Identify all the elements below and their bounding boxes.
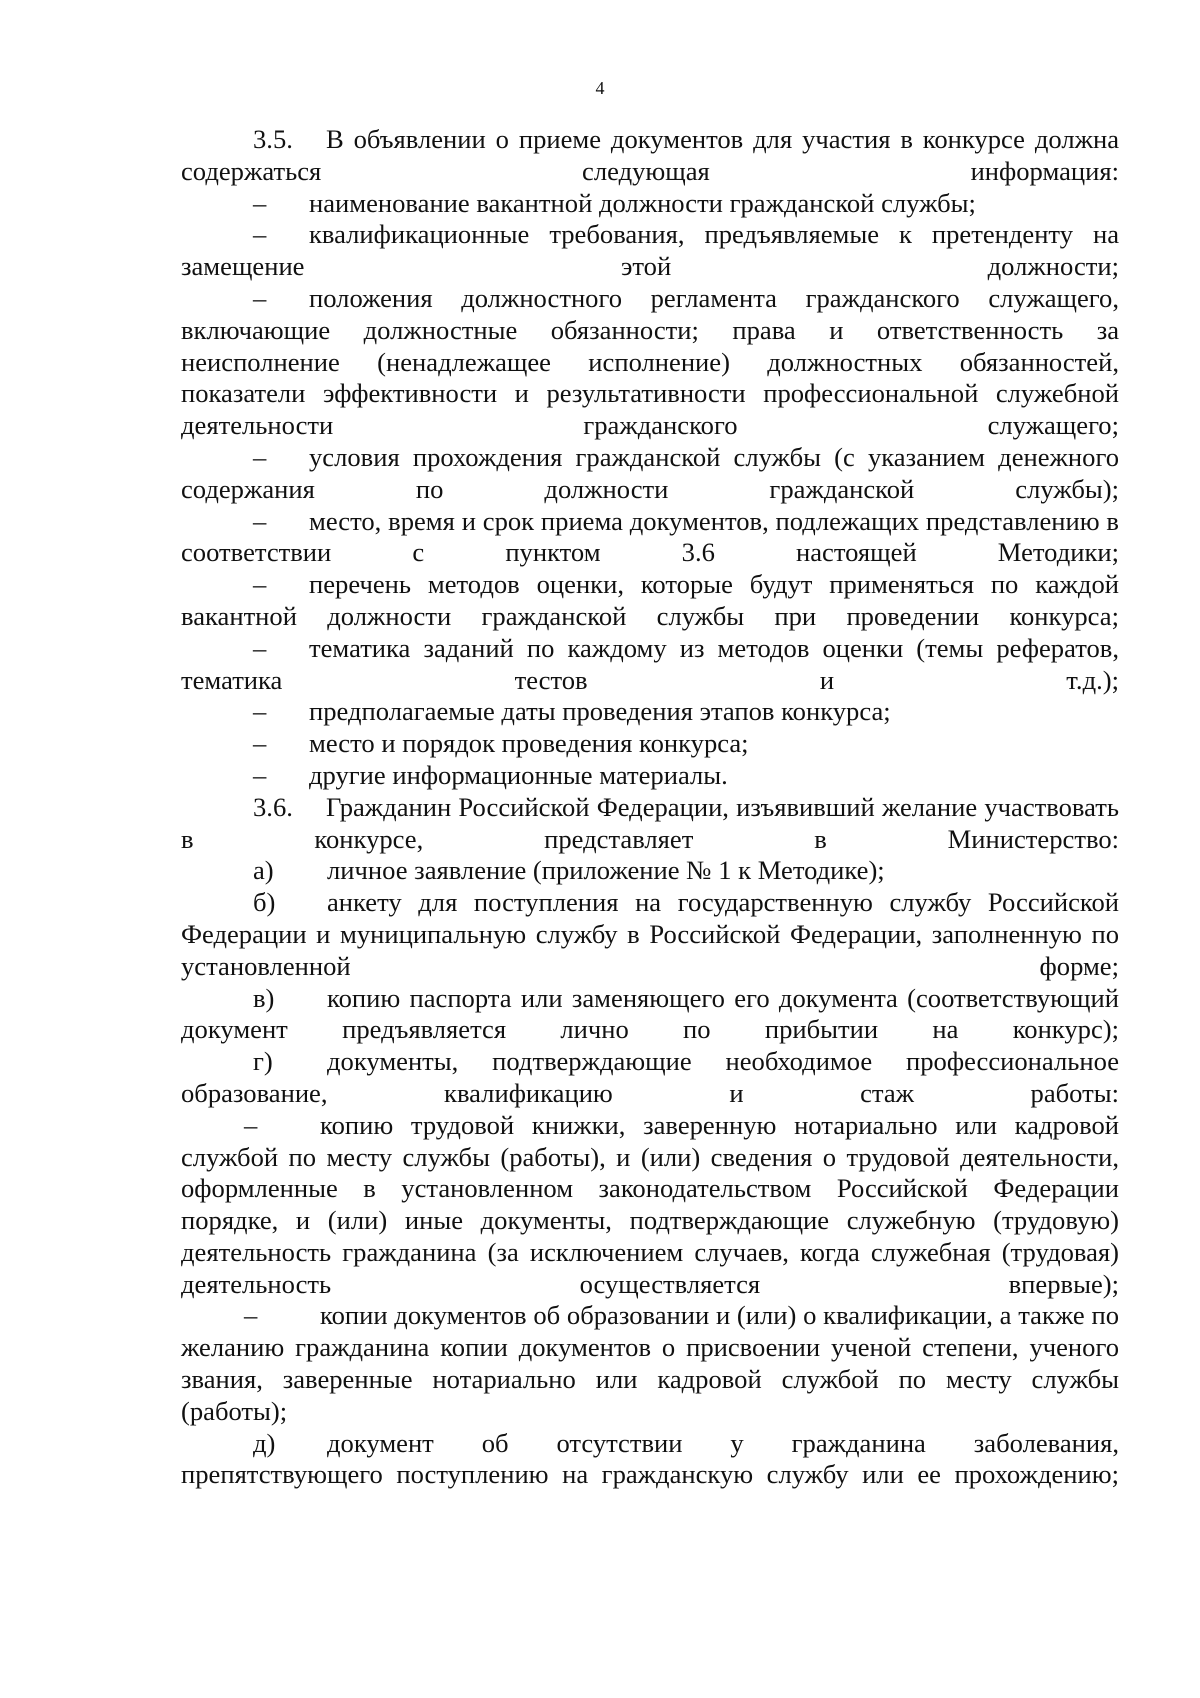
lettered-item-text: копию паспорта или заменяющего его документа (соответствующий документ предъявляется лично по прибытии на конкурс); xyxy=(181,982,1119,1045)
dash-marker: – xyxy=(244,1300,258,1331)
lettered-item-text: документ об отсутствии у гражданина заболевания, препятствующего поступлению на гражданскую службу или ее прохождению; xyxy=(181,1427,1119,1490)
list-item-text: другие информационные материалы. xyxy=(309,759,728,790)
dash-marker: – xyxy=(253,505,267,536)
dash-marker: – xyxy=(253,728,267,759)
dash-marker: – xyxy=(253,569,267,600)
list-item-text: копию трудовой книжки, заверенную нотариально или кадровой службой по месту службы (работы), и (или) сведения о трудовой деятельности, оформленные в установленном законодательством Российской Федерации порядке, и (или) иные документы, подтверждающие служебную (трудовую) деятельность гражданина (за исключением случаев, когда служебная (трудовая) деятельность осуществляется впервые); xyxy=(181,1109,1119,1299)
lettered-item-v xyxy=(181,983,1119,1047)
dash-marker: – xyxy=(253,282,267,313)
list-item-text: положения должностного регламента гражданского служащего, включающие должностные обязанности; права и ответственность за неисполнение (ненадлежащее исполнение) должностных обязанностей, показатели эффективности и результативности профессиональной служебной деятельности гражданского служащего; xyxy=(181,282,1119,441)
paragraph-text: Гражданин Российской Федерации, изъявивший желание участвовать в конкурсе, представляет в Министерство: xyxy=(181,791,1119,854)
list-item xyxy=(181,1110,1119,1301)
document-body xyxy=(181,124,1119,1491)
list-item xyxy=(181,728,1119,760)
list-item-text: копии документов об образовании и (или) о квалификации, а также по желанию гражданина копии документов о присвоении ученой степени, ученого звания, заверенные нотариально или кадровой службой по месту службы (работы); xyxy=(181,1300,1119,1426)
dash-marker: – xyxy=(253,219,267,250)
list-item-text: наименование вакантной должности гражданской службы; xyxy=(309,187,976,218)
lettered-item-text: личное заявление (приложение № 1 к Методике); xyxy=(327,855,885,886)
letter-marker: в) xyxy=(253,982,275,1013)
list-item xyxy=(181,506,1119,570)
lettered-item-g xyxy=(181,1046,1119,1110)
list-item xyxy=(181,1300,1119,1427)
list-item xyxy=(181,219,1119,283)
list-item-text: тематика заданий по каждому из методов оценки (темы рефератов, тематика тестов и т.д.); xyxy=(181,632,1119,695)
lettered-item-text: документы, подтверждающие необходимое профессиональное образование, квалификацию и стаж работы: xyxy=(181,1046,1119,1108)
paragraph-3-5 xyxy=(181,124,1119,188)
dash-marker: – xyxy=(253,759,267,790)
lettered-item-a xyxy=(181,855,1119,887)
list-item-text: перечень методов оценки, которые будут применяться по каждой вакантной должности гражданской службы при проведении конкурса; xyxy=(181,569,1119,631)
paragraph-number: 3.6. xyxy=(253,791,293,822)
letter-marker: б) xyxy=(253,887,276,918)
list-item-text: место, время и срок приема документов, подлежащих представлению в соответствии с пунктом 3.6 настоящей Методики; xyxy=(181,505,1119,568)
list-item xyxy=(181,283,1119,442)
list-item xyxy=(181,188,1119,220)
letter-marker: д) xyxy=(253,1427,276,1458)
paragraph-text: В объявлении о приеме документов для участия в конкурсе должна содержаться следующая информация: xyxy=(181,124,1119,186)
dash-marker: – xyxy=(253,187,267,218)
dash-marker: – xyxy=(244,1109,258,1140)
lettered-item-text: анкету для поступления на государственную службу Российской Федерации и муниципальную службу в Российской Федерации, заполненную по установленной форме; xyxy=(181,887,1119,981)
paragraph-number: 3.5. xyxy=(253,124,293,154)
lettered-item-d xyxy=(181,1428,1119,1492)
list-item xyxy=(181,569,1119,633)
list-item-text: место и порядок проведения конкурса; xyxy=(309,728,749,759)
list-item-text: квалификационные требования, предъявляемые к претенденту на замещение этой должности; xyxy=(181,219,1119,282)
letter-marker: а) xyxy=(253,855,274,886)
list-item-text: предполагаемые даты проведения этапов конкурса; xyxy=(309,696,891,727)
dash-marker: – xyxy=(253,632,267,663)
list-item xyxy=(181,696,1119,728)
list-item xyxy=(181,633,1119,697)
list-item-text: условия прохождения гражданской службы (с указанием денежного содержания по должности гражданской службы); xyxy=(181,441,1119,504)
list-item xyxy=(181,442,1119,506)
dash-marker: – xyxy=(253,441,267,472)
lettered-item-b xyxy=(181,887,1119,982)
dash-marker: – xyxy=(253,696,267,727)
page-number: 4 xyxy=(595,78,605,98)
letter-marker: г) xyxy=(253,1046,273,1077)
list-item xyxy=(181,760,1119,792)
paragraph-3-6 xyxy=(181,792,1119,856)
